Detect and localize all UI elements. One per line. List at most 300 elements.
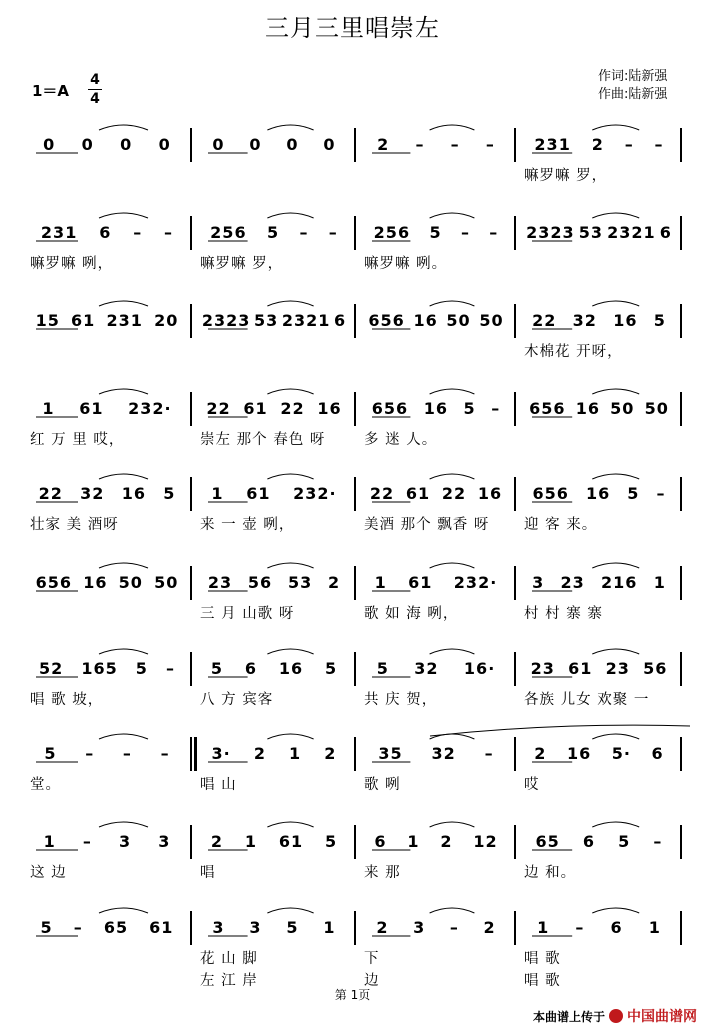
lyric: 共 庆 贺，: [364, 692, 438, 708]
lyric: 村 村 寨 寨: [524, 606, 603, 622]
note-group: 61: [79, 398, 104, 418]
note-group: 56: [247, 572, 273, 592]
slur-arc: [430, 908, 475, 913]
note-group: 50: [446, 310, 471, 330]
measure: [30, 396, 184, 420]
note-group: 20: [154, 310, 179, 330]
slur-arc: [430, 649, 475, 654]
slur-arc: [267, 734, 313, 739]
note-group: 0: [120, 134, 133, 154]
note-group: –: [133, 222, 143, 242]
note-group: –: [491, 398, 501, 418]
note-group: –: [449, 917, 459, 937]
barline: [680, 304, 682, 338]
note-group: 23: [605, 658, 630, 678]
credits: [598, 68, 667, 104]
site-logo-icon: [609, 1009, 623, 1023]
note-group: 656: [371, 398, 409, 418]
lyric: 歌 如 海 咧，: [364, 606, 459, 622]
measure: [200, 741, 348, 765]
note-group: 231: [534, 134, 571, 154]
slur-arc: [99, 389, 148, 394]
note-group: 61: [408, 572, 433, 592]
note-group: 5: [286, 917, 299, 937]
note-group: 1: [42, 398, 55, 418]
lyric: 嘛罗嘛 咧。: [364, 256, 448, 272]
barline: [514, 825, 516, 859]
note-group: 6: [374, 831, 387, 851]
lyric-second-verse: 左 江 岸: [200, 973, 258, 989]
measure: [524, 829, 674, 853]
note-group: 5: [135, 658, 148, 678]
slur-arc: [99, 649, 148, 654]
barline: [514, 392, 516, 426]
slur-arc: [267, 301, 313, 306]
note-group: 22: [441, 483, 467, 503]
lyric-second-verse: 唱 歌: [524, 973, 561, 989]
barline: [514, 652, 516, 686]
note-group: 2: [210, 831, 224, 851]
slur-arc: [267, 649, 313, 654]
note-group: 656: [368, 310, 405, 330]
slur-arc: [592, 563, 639, 568]
note-group: 5·: [611, 743, 631, 763]
note-group: 3: [413, 917, 426, 937]
slur-arc: [267, 213, 313, 218]
lyric: 八 方 宾客: [200, 692, 274, 708]
note-group: 22: [38, 483, 63, 503]
note-group: 61: [149, 917, 174, 937]
note-group: –: [328, 222, 338, 242]
time-signature: [88, 72, 102, 107]
note-group: –: [82, 831, 92, 851]
barline: [190, 652, 192, 686]
note-group: 6: [582, 831, 596, 851]
note-group: 32: [80, 483, 105, 503]
measure: [200, 656, 348, 680]
note-group: 22: [532, 310, 557, 330]
note-group: 231: [40, 222, 78, 242]
slur-arc: [592, 474, 639, 479]
barline: [190, 825, 192, 859]
note-group: 232·: [293, 483, 337, 503]
note-group: 5: [266, 222, 280, 242]
barline: [680, 737, 682, 771]
lyric: 崇左 那个 春色 呀: [200, 432, 326, 448]
lyric: 壮家 美 酒呀: [30, 517, 119, 533]
barline: [680, 477, 682, 511]
measure: [524, 308, 674, 332]
page-title: 三月三里唱崇左: [265, 14, 440, 42]
note-group: 6: [244, 658, 258, 678]
note-group: 16: [613, 310, 638, 330]
slur-arc: [592, 125, 639, 130]
time-signature-top: 4: [90, 72, 100, 88]
note-group: 5: [40, 917, 53, 937]
note-group: 16: [585, 483, 611, 503]
barline: [680, 392, 682, 426]
measure: [364, 656, 508, 680]
lyric: 美酒 那个 飘香 呀: [364, 517, 490, 533]
note-group: –: [450, 134, 460, 154]
barline: [354, 737, 356, 771]
slur-arc: [430, 301, 475, 306]
measure: [524, 570, 674, 594]
source-credit: [533, 1006, 697, 1026]
lyricist-credit: 作词:陆新强: [598, 69, 668, 84]
slur-arc: [267, 563, 313, 568]
measure: [364, 396, 508, 420]
measure: [364, 308, 508, 332]
note-group: –: [484, 743, 494, 763]
lyric: 嘛罗嘛 罗，: [200, 256, 284, 272]
note-group: 5: [653, 310, 666, 330]
note-group: 232·: [453, 572, 498, 592]
note-group: 61: [278, 831, 304, 851]
lyric: 唱 歌: [524, 951, 561, 967]
note-group: 216: [601, 572, 638, 592]
barline: [514, 566, 516, 600]
note-group: 0: [212, 134, 225, 154]
barline: [190, 392, 192, 426]
note-group: 16: [566, 743, 592, 763]
note-group: 656: [532, 483, 569, 503]
note-group: 1: [43, 831, 56, 851]
note-group: –: [489, 222, 499, 242]
slur-arc: [99, 563, 148, 568]
lyric: 红 万 里 哎，: [30, 432, 125, 448]
slur-arc: [99, 125, 148, 130]
barline: [680, 128, 682, 162]
key-signature: 1＝A: [32, 82, 70, 100]
note-group: –: [653, 831, 663, 851]
slur-arc: [430, 563, 475, 568]
note-group: 16: [278, 658, 304, 678]
note-group: 231: [106, 310, 143, 330]
note-group: 52: [39, 658, 64, 678]
note-group: 0: [43, 134, 56, 154]
source-site[interactable]: 中国曲谱网: [627, 1009, 697, 1025]
note-group: 2321: [607, 222, 656, 242]
note-group: 0: [286, 134, 299, 154]
slur-arc: [592, 908, 639, 913]
measure: [200, 132, 348, 156]
slur-arc: [267, 474, 313, 479]
note-group: –: [73, 917, 83, 937]
measure: [524, 481, 674, 505]
measure: [30, 741, 184, 765]
slur-arc: [592, 389, 639, 394]
slur-arc: [99, 734, 148, 739]
slur-arc: [430, 734, 475, 739]
note-group: 23: [207, 572, 233, 592]
barline: [354, 825, 356, 859]
slur-arc: [99, 474, 148, 479]
barline: [354, 216, 356, 250]
measure: [524, 915, 674, 939]
barline: [190, 477, 192, 511]
measure: [200, 570, 348, 594]
note-group: –: [85, 743, 95, 763]
note-group: 50: [479, 310, 504, 330]
barline: [354, 128, 356, 162]
note-group: 1: [289, 743, 302, 763]
measure: [524, 396, 674, 420]
note-group: 5: [44, 743, 57, 763]
measure: [200, 481, 348, 505]
note-group: 0: [81, 134, 94, 154]
lyric: 来 一 壶 咧，: [200, 517, 295, 533]
measure: [364, 915, 508, 939]
measure: [364, 481, 508, 505]
note-group: –: [160, 743, 170, 763]
slur-arc: [592, 734, 639, 739]
note-group: –: [165, 658, 175, 678]
note-group: 23: [530, 658, 555, 678]
barline: [190, 216, 192, 250]
note-group: 0: [158, 134, 171, 154]
note-group: 2: [440, 831, 453, 851]
note-group: 23: [560, 572, 585, 592]
note-group: 16: [121, 483, 146, 503]
lyric: 歌 咧: [364, 777, 401, 793]
note-group: 65: [103, 917, 129, 937]
lyric: 这 边: [30, 865, 67, 881]
slur-arc: [430, 213, 475, 218]
lyric: 多 迷 人。: [364, 432, 438, 448]
lyric: 木棉花 开呀，: [524, 344, 623, 360]
measure: [200, 915, 348, 939]
note-group: 3·: [211, 743, 231, 763]
note-group: 56: [643, 658, 668, 678]
measure: [30, 132, 184, 156]
barline: [680, 216, 682, 250]
barline: [190, 566, 192, 600]
note-group: 0: [323, 134, 336, 154]
slur-arc: [430, 822, 475, 827]
note-group: 1: [244, 831, 258, 851]
note-group: 50: [154, 572, 179, 592]
note-group: 61: [405, 483, 431, 503]
note-group: 3: [212, 917, 225, 937]
note-group: 1: [374, 572, 387, 592]
slur-arc: [592, 213, 639, 218]
note-group: 5: [210, 658, 224, 678]
lyric: 各族 儿女 欢聚 一: [524, 692, 650, 708]
slur-arc: [267, 389, 313, 394]
barline: [190, 304, 192, 338]
page-number: 第 1页: [334, 988, 371, 1002]
slur-arc: [99, 908, 148, 913]
note-group: 53: [287, 572, 313, 592]
measure: [200, 396, 348, 420]
measure: [524, 656, 674, 680]
note-group: 2: [377, 134, 390, 154]
barline: [514, 128, 516, 162]
note-group: 50: [610, 398, 635, 418]
note-group: 2: [327, 572, 341, 592]
note-group: 16: [423, 398, 448, 418]
measure: [524, 220, 674, 244]
note-group: 5: [429, 222, 442, 242]
note-group: 6: [610, 917, 623, 937]
note-group: 5: [627, 483, 640, 503]
barline: [354, 477, 356, 511]
slur-arc: [99, 822, 148, 827]
note-group: 2: [534, 743, 547, 763]
note-group: 32: [431, 743, 456, 763]
note-group: 232·: [128, 398, 172, 418]
barline: [680, 566, 682, 600]
note-group: 35: [378, 743, 403, 763]
measure: [524, 132, 674, 156]
measure: [364, 829, 508, 853]
note-group: 2: [376, 917, 389, 937]
note-group: 1: [648, 917, 661, 937]
note-group: 2323: [201, 310, 251, 330]
lyric: 唱 歌 坡，: [30, 692, 104, 708]
note-group: –: [656, 483, 666, 503]
lyric: 哎: [524, 777, 540, 793]
slur-arc: [99, 213, 148, 218]
lyric: 唱: [200, 865, 216, 881]
slur-arc: [592, 822, 639, 827]
lyric-second-verse: 边: [364, 973, 380, 989]
note-group: –: [415, 134, 425, 154]
barline: [354, 911, 356, 945]
measure: [200, 220, 348, 244]
note-group: 1: [653, 572, 666, 592]
measure: [30, 656, 184, 680]
note-group: 5: [618, 831, 631, 851]
measure: [364, 570, 508, 594]
lyric: 下: [364, 951, 380, 967]
measure: [30, 481, 184, 505]
slur-arc: [592, 301, 639, 306]
barline: [354, 652, 356, 686]
note-group: 32: [414, 658, 439, 678]
barline: [354, 392, 356, 426]
slur-arc: [592, 649, 639, 654]
note-group: 53: [253, 310, 279, 330]
slur-arc: [99, 301, 148, 306]
barline: [514, 304, 516, 338]
barline: [680, 652, 682, 686]
note-group: –: [485, 134, 495, 154]
composer-credit: 作曲:陆新强: [598, 87, 668, 102]
note-group: 3: [118, 831, 132, 851]
note-group: 16: [83, 572, 108, 592]
note-group: 1: [211, 483, 224, 503]
measure: [200, 829, 348, 853]
note-group: 2: [253, 743, 266, 763]
note-group: –: [460, 222, 470, 242]
lyric: 嘛罗嘛 咧，: [30, 256, 114, 272]
note-group: 22: [280, 398, 305, 418]
note-group: 22: [206, 398, 231, 418]
note-group: 61: [246, 483, 271, 503]
note-group: 65: [535, 831, 560, 851]
note-group: 2: [324, 743, 337, 763]
note-group: 61: [568, 658, 593, 678]
slur-arc: [430, 389, 475, 394]
note-group: 165: [81, 658, 118, 678]
slur-arc: [267, 908, 313, 913]
measure: [30, 915, 184, 939]
note-group: 61: [71, 310, 96, 330]
note-group: 1: [537, 917, 550, 937]
slur-arc: [430, 474, 475, 479]
lyric: 嘛罗嘛 罗，: [524, 168, 608, 184]
note-group: 15: [35, 310, 60, 330]
lyric: 边 和。: [524, 865, 577, 881]
note-group: 50: [118, 572, 143, 592]
measure: [524, 741, 674, 765]
note-group: –: [575, 917, 585, 937]
note-group: 256: [210, 222, 247, 242]
note-group: –: [164, 222, 174, 242]
note-group: 22: [369, 483, 395, 503]
note-group: 53: [578, 222, 603, 242]
measure: [364, 132, 508, 156]
barline: [354, 566, 356, 600]
barline: [680, 825, 682, 859]
note-group: 32: [572, 310, 597, 330]
barline: [514, 737, 516, 771]
note-group: 16: [413, 310, 438, 330]
note-group: –: [122, 743, 132, 763]
note-group: 16·: [463, 658, 496, 678]
measure: [364, 741, 508, 765]
lyric: 花 山 脚: [200, 951, 258, 967]
note-group: 12: [473, 831, 498, 851]
note-group: –: [299, 222, 309, 242]
barline: [514, 911, 516, 945]
measure: [364, 220, 508, 244]
note-group: 1: [407, 831, 420, 851]
measure: [30, 829, 184, 853]
slur-arc: [267, 125, 313, 130]
slur-arc: [430, 125, 475, 130]
note-group: 50: [644, 398, 669, 418]
measure: [30, 308, 184, 332]
note-group: 2: [483, 917, 496, 937]
time-signature-bottom: 4: [90, 91, 100, 107]
slur-arc: [267, 822, 313, 827]
lyric: 迎 客 来。: [524, 517, 598, 533]
note-group: 656: [35, 572, 72, 592]
barline: [354, 304, 356, 338]
note-group: 2: [591, 134, 604, 154]
lyric: 唱 山: [200, 777, 237, 793]
lyric: 来 那: [364, 865, 401, 881]
note-group: 0: [249, 134, 262, 154]
note-group: 16: [575, 398, 600, 418]
barline: [190, 128, 192, 162]
long-tie: [430, 725, 690, 736]
note-group: 5: [324, 831, 338, 851]
lyric: 三 月 山歌 呀: [200, 606, 295, 622]
note-group: 1: [323, 917, 336, 937]
note-group: 5: [163, 483, 176, 503]
measure: [200, 308, 348, 332]
note-group: 2321: [281, 310, 331, 330]
barline: [190, 737, 192, 771]
note-group: 3: [532, 572, 545, 592]
note-group: 5: [324, 658, 338, 678]
note-group: 5: [463, 398, 476, 418]
note-group: 6: [99, 222, 112, 242]
